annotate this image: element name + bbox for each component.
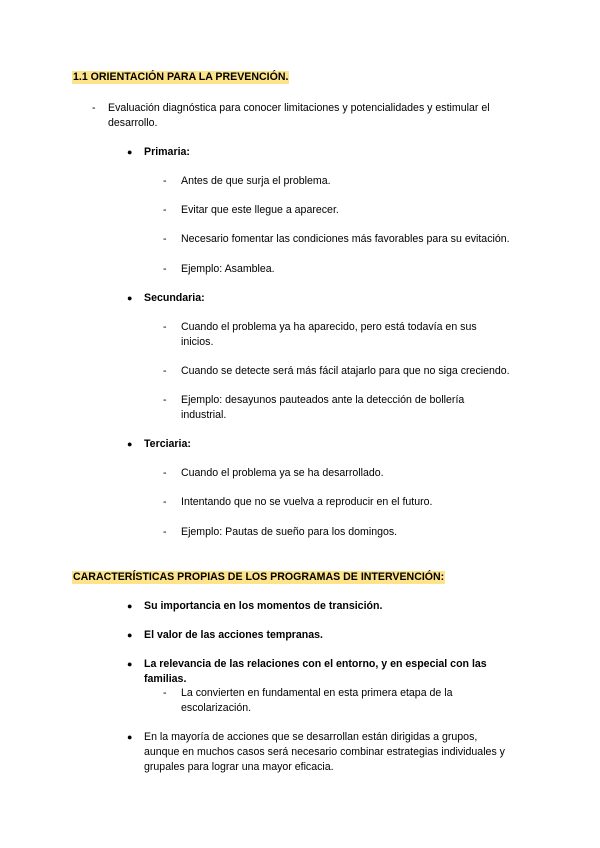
list-item-line2: industrial. bbox=[181, 409, 227, 421]
list-item: Evitar que este llegue a aparecer. bbox=[181, 204, 339, 216]
dash-marker: - bbox=[163, 204, 167, 216]
subheading-terciaria: Terciaria: bbox=[144, 438, 191, 450]
list-item-line1: La relevancia de las relaciones con el entorno, y en especial con las bbox=[144, 658, 487, 670]
list-item: Necesario fomentar las condiciones más favorables para su evitación. bbox=[181, 233, 510, 245]
list-item-line2: inicios. bbox=[181, 336, 214, 348]
list-item-line1: En la mayoría de acciones que se desarrollan están dirigidas a grupos, bbox=[144, 731, 478, 743]
dash-marker: - bbox=[163, 175, 167, 187]
list-item: Su importancia en los momentos de transición. bbox=[144, 600, 383, 612]
list-item-line1: Ejemplo: desayunos pauteados ante la detección de bollería bbox=[181, 394, 465, 406]
list-item: Intentando que no se vuelva a reproducir en el futuro. bbox=[181, 496, 433, 508]
dash-marker: - bbox=[163, 233, 167, 245]
list-item: El valor de las acciones tempranas. bbox=[144, 629, 324, 641]
section-heading-orientacion: 1.1 ORIENTACIÓN PARA LA PREVENCIÓN. bbox=[73, 71, 289, 83]
dash-marker: - bbox=[163, 496, 167, 508]
bullet-marker: ● bbox=[127, 147, 133, 157]
bullet-marker: ● bbox=[127, 659, 133, 669]
subheading-primaria: Primaria: bbox=[144, 146, 190, 158]
bullet-marker: ● bbox=[127, 732, 133, 742]
intro-text-line1: Evaluación diagnóstica para conocer limitaciones y potencialidades y estimular el bbox=[108, 102, 490, 114]
list-item: Ejemplo: Asamblea. bbox=[181, 263, 275, 275]
bullet-marker: ● bbox=[127, 293, 133, 303]
dash-marker: - bbox=[92, 102, 96, 114]
dash-marker: - bbox=[163, 526, 167, 538]
dash-marker: - bbox=[163, 467, 167, 479]
sub-item-line2: escolarización. bbox=[181, 702, 252, 714]
dash-marker: - bbox=[163, 263, 167, 275]
dash-marker: - bbox=[163, 687, 167, 699]
list-item-line2: familias. bbox=[144, 673, 187, 685]
dash-marker: - bbox=[163, 394, 167, 406]
sub-item-line1: La convierten en fundamental en esta primera etapa de la bbox=[181, 687, 453, 699]
bullet-marker: ● bbox=[127, 630, 133, 640]
subheading-secundaria: Secundaria: bbox=[144, 292, 205, 304]
list-item: Cuando se detecte será más fácil atajarlo para que no siga creciendo. bbox=[181, 365, 510, 377]
list-item: Ejemplo: Pautas de sueño para los domingos. bbox=[181, 526, 398, 538]
list-item: Cuando el problema ya se ha desarrollado. bbox=[181, 467, 384, 479]
dash-marker: - bbox=[163, 365, 167, 377]
bullet-marker: ● bbox=[127, 439, 133, 449]
list-item-line3: grupales para lograr una mayor eficacia. bbox=[144, 761, 334, 773]
dash-marker: - bbox=[163, 321, 167, 333]
list-item: Antes de que surja el problema. bbox=[181, 175, 331, 187]
list-item-line2: aunque en muchos casos será necesario combinar estrategias individuales y bbox=[144, 746, 505, 758]
list-item-line1: Cuando el problema ya ha aparecido, pero está todavía en sus bbox=[181, 321, 477, 333]
intro-text-line2: desarrollo. bbox=[108, 117, 158, 129]
section-heading-caracteristicas: CARACTERÍSTICAS PROPIAS DE LOS PROGRAMAS DE INTERVENCIÓN: bbox=[73, 571, 445, 583]
bullet-marker: ● bbox=[127, 601, 133, 611]
